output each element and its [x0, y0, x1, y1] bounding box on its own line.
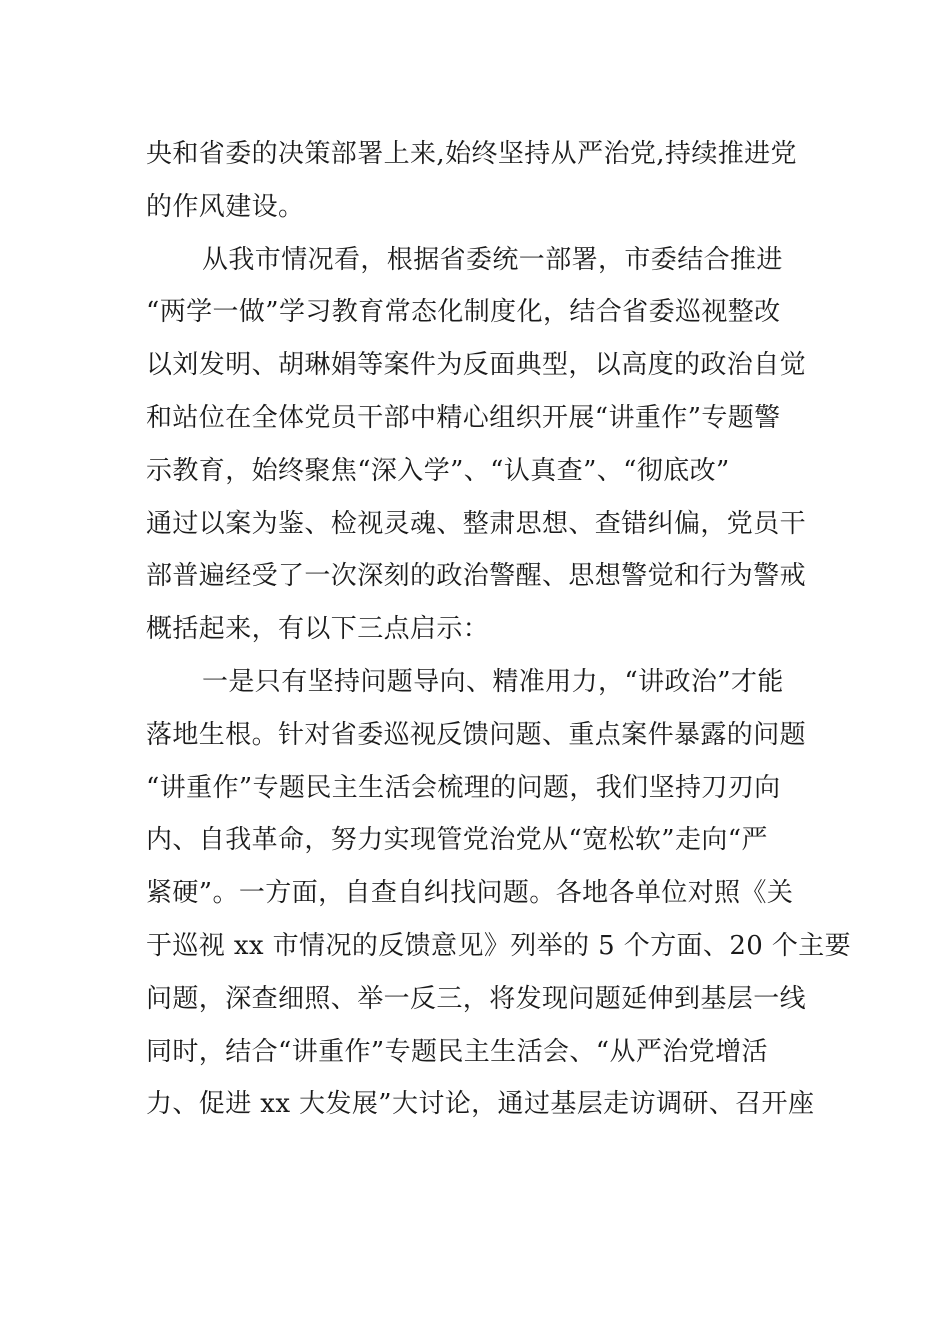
- text-line: 内、自我革命，努力实现管党治党从“宽松软”走向“严: [146, 825, 768, 856]
- text-line: 紧硬”。一方面，自查自纠找问题。各地各单位对照《关: [146, 878, 794, 909]
- body-text: [146, 128, 852, 1131]
- text-line: 通过以案为鉴、检视灵魂、整肃思想、查错纠偏，党员干: [146, 508, 807, 539]
- text-line: 央和省委的决策部署上来,始终坚持从严治党,持续推进党: [146, 139, 797, 169]
- text-line: 示教育，始终聚焦“深入学”、“认真查”、“彻底改”: [146, 455, 730, 486]
- text-line: 以刘发明、胡琳娟等案件为反面典型，以高度的政治自觉: [146, 350, 807, 381]
- text-line: 同时，结合“讲重作”专题民主生活会、“从严治党增活: [146, 1036, 768, 1067]
- text-line: 于巡视 xx 市情况的反馈意见》列举的 5 个方面、20 个主要: [146, 930, 852, 961]
- paragraph-first-line: 一是只有坚持问题导向、精准用力，“讲政治”才能: [202, 666, 784, 697]
- text-line: 和站位在全体党员干部中精心组织开展“讲重作”专题警: [146, 402, 781, 433]
- text-line: 概括起来，有以下三点启示：: [146, 614, 490, 645]
- text-line: “讲重作”专题民主生活会梳理的问题，我们坚持刀刃向: [146, 772, 781, 803]
- text-line: 部普遍经受了一次深刻的政治警醒、思想警觉和行为警戒: [146, 561, 807, 592]
- text-line: 落地生根。针对省委巡视反馈问题、重点案件暴露的问题: [146, 719, 807, 750]
- text-line: 的作风建设。: [146, 191, 305, 222]
- text-line: 问题，深查细照、举一反三，将发现问题延伸到基层一线: [146, 983, 807, 1014]
- text-line: “两学一做”学习教育常态化制度化，结合省委巡视整改: [146, 297, 781, 328]
- paragraph-first-line: 从我市情况看，根据省委统一部署，市委结合推进: [202, 244, 783, 275]
- text-line: 力、促进 xx 大发展”大讨论，通过基层走访调研、召开座: [146, 1089, 815, 1120]
